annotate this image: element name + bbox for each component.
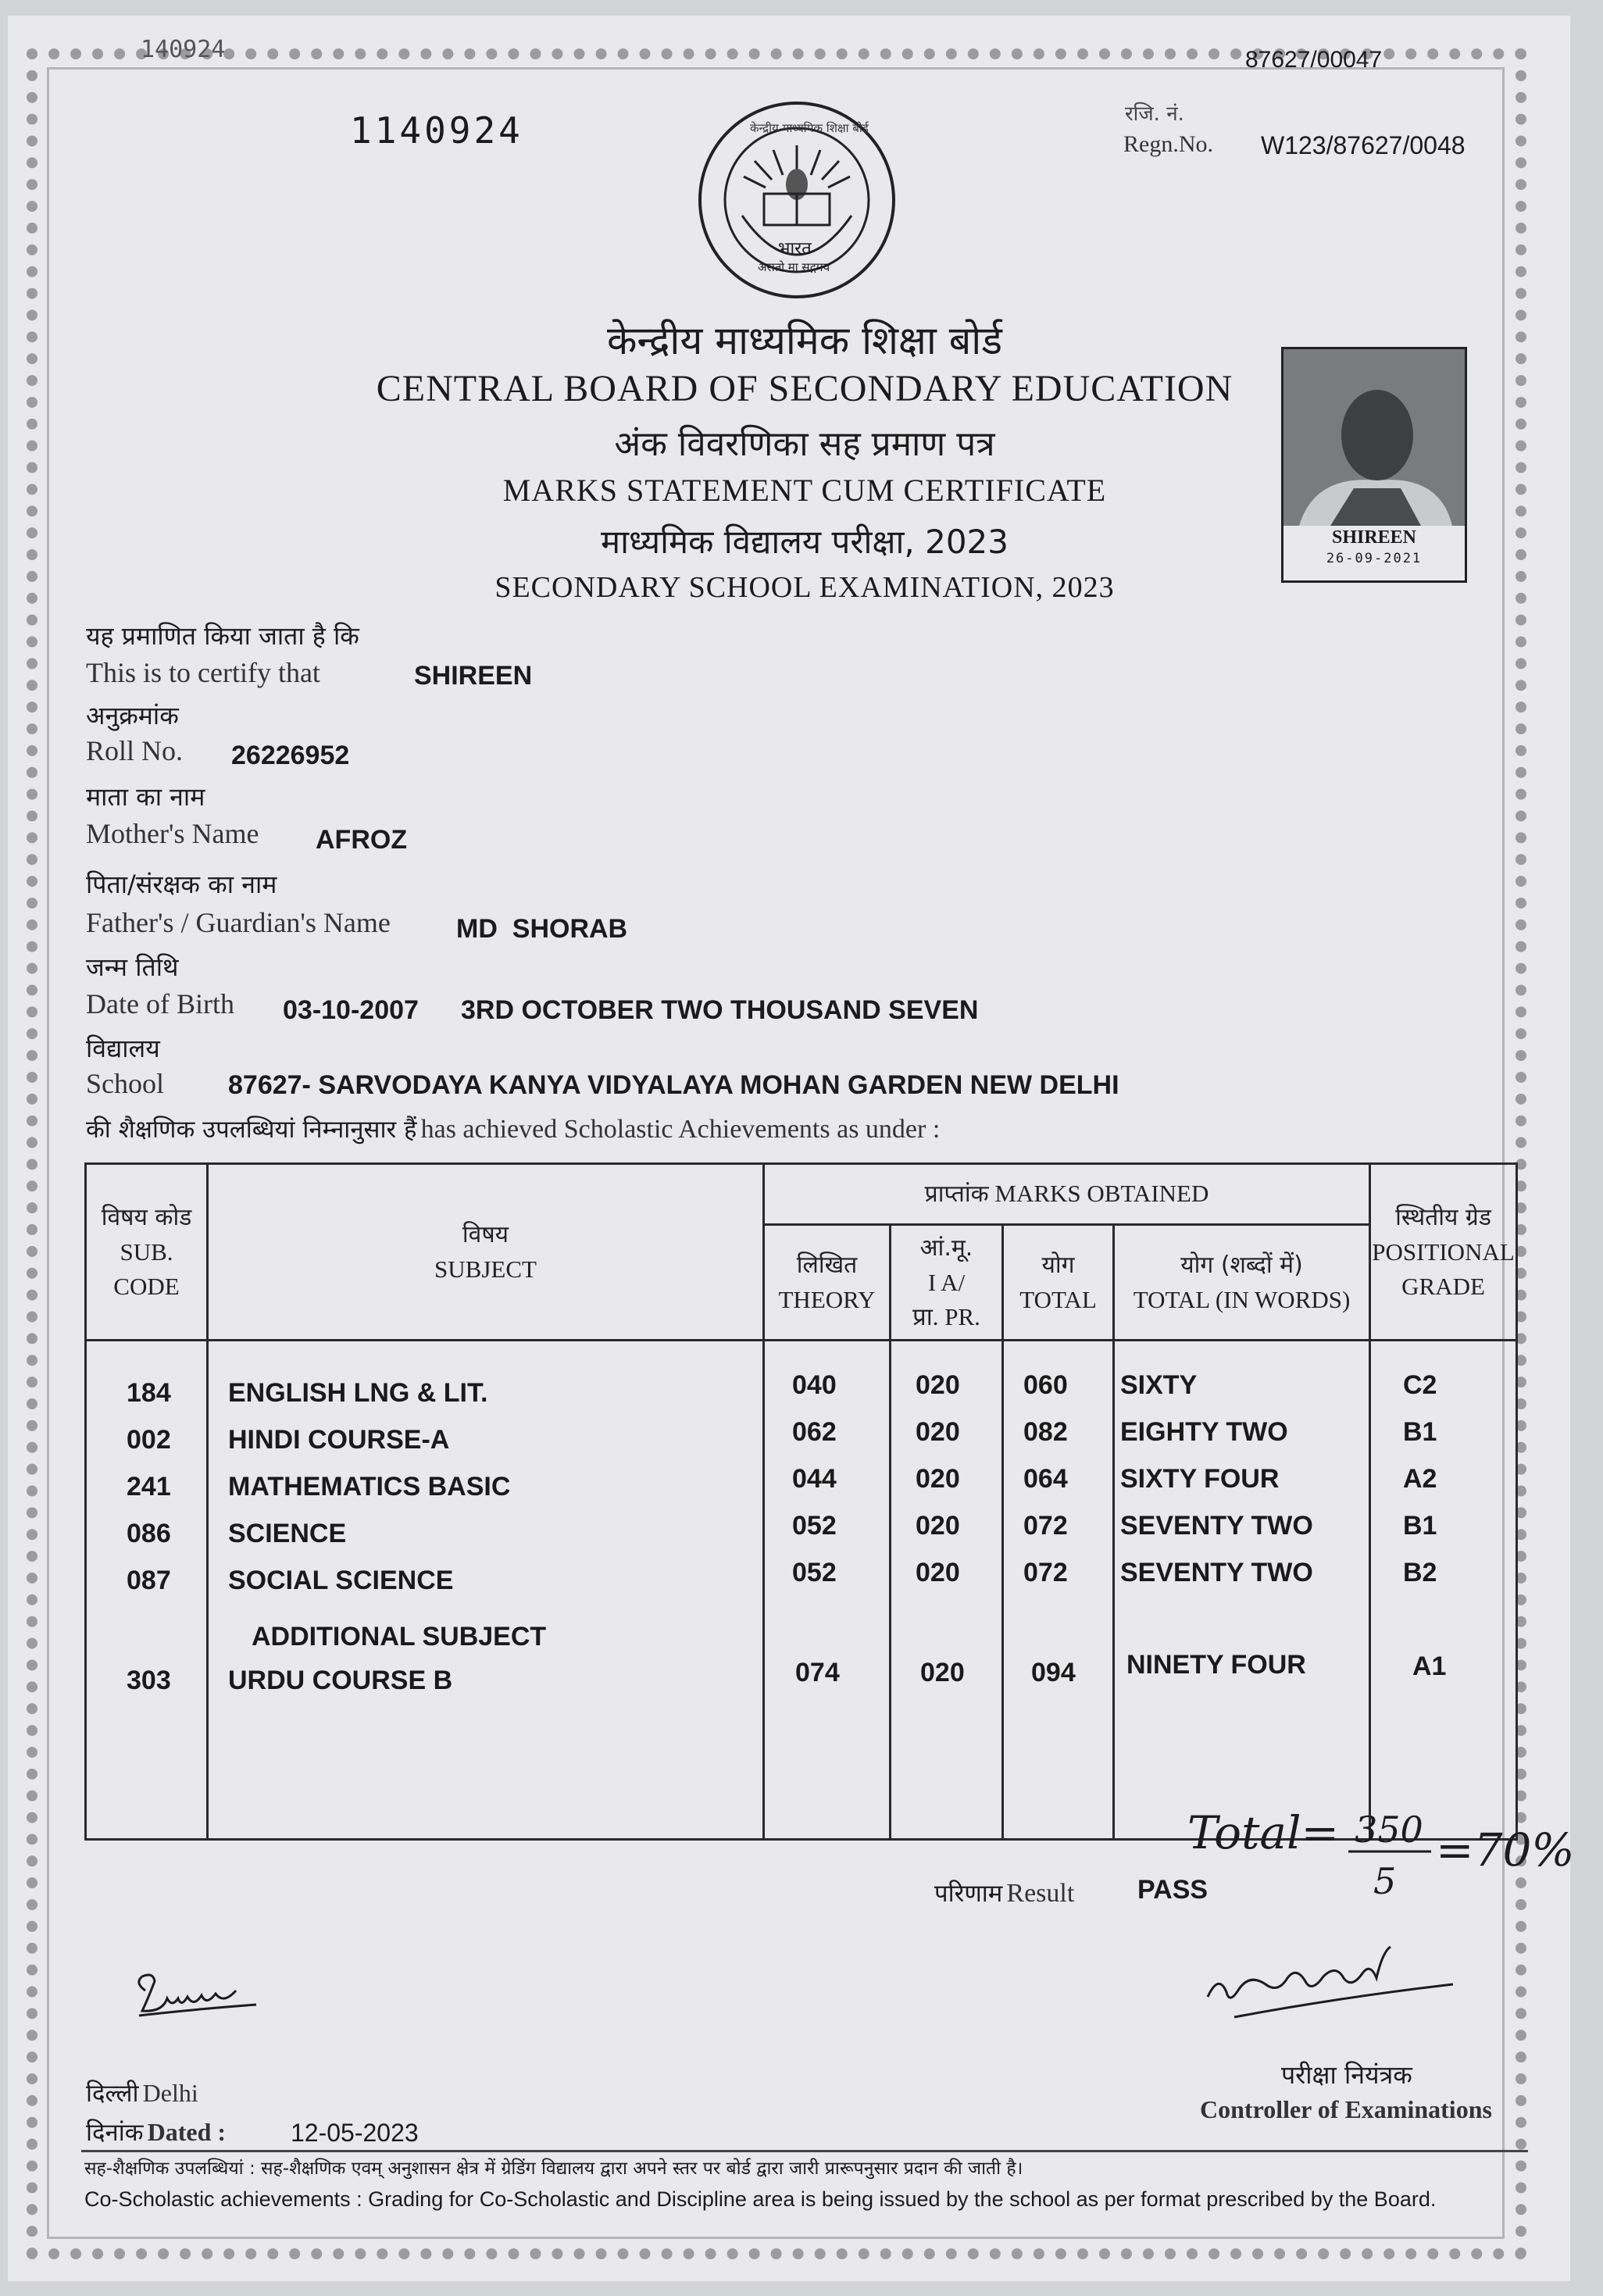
father-name: MD SHORAB	[456, 914, 628, 944]
row-total: 060	[1023, 1370, 1068, 1400]
row-theory: 040	[792, 1370, 837, 1400]
row-code: 086	[127, 1519, 171, 1548]
dob-value: 03-10-2007	[283, 995, 419, 1025]
board-name-hindi: केन्द्रीय माध्यमिक शिक्षा बोर्ड	[607, 318, 1002, 363]
mother-name: AFROZ	[316, 825, 408, 855]
result-label: Result	[1006, 1879, 1075, 1908]
student-signature	[131, 1967, 264, 2030]
result-line	[934, 1876, 1074, 1909]
serial-number: 1140924	[350, 109, 523, 152]
additional-subject-label: ADDITIONAL SUBJECT	[252, 1622, 547, 1651]
row-code: 241	[127, 1472, 171, 1502]
header-theory	[764, 1225, 891, 1341]
father-label: Father's / Guardian's Name	[86, 907, 391, 938]
additional-ia: 020	[920, 1658, 965, 1687]
roll-label-hindi: अनुक्रमांक	[86, 701, 179, 730]
row-subject: SCIENCE	[228, 1519, 347, 1548]
header-total-words	[1114, 1225, 1370, 1341]
roll-label: Roll No.	[86, 735, 184, 766]
achievements-hindi: की शैक्षणिक उपलब्धियां निम्नानुसार हैं	[86, 1116, 417, 1144]
dob-label-hindi: जन्म तिथि	[86, 952, 179, 982]
certify-label: This is to certify that	[86, 657, 320, 688]
school-label-hindi: विद्यालय	[86, 1034, 160, 1063]
exam-title-hindi: माध्यमिक विद्यालय परीक्षा, 2023	[601, 523, 1009, 561]
row-total: 072	[1023, 1558, 1068, 1587]
code-l1: SUB.	[120, 1237, 173, 1266]
row-words: SIXTY FOUR	[1120, 1464, 1280, 1494]
father-label-hindi: पिता/संरक्षक का नाम	[86, 869, 277, 899]
handwritten-total	[1184, 1801, 1575, 1911]
row-total: 082	[1023, 1417, 1068, 1447]
row-subject: SOCIAL SCIENCE	[228, 1566, 454, 1595]
words-english: TOTAL (IN WORDS)	[1133, 1285, 1351, 1313]
cbse-emblem	[695, 98, 898, 302]
row-subject: ENGLISH LNG & LIT.	[228, 1378, 488, 1408]
additional-subject: URDU COURSE B	[228, 1666, 453, 1695]
dated-label: Dated :	[147, 2118, 227, 2146]
ia-pr: प्रा. PR.	[912, 1302, 980, 1330]
top-left-fragment: 140924	[141, 36, 226, 63]
dated-hindi: दिनांक	[86, 2119, 144, 2147]
grade-l1: POSITIONAL	[1372, 1237, 1515, 1266]
regn-label-hindi: रजि. नं.	[1125, 102, 1184, 126]
svg-text:5: 5	[1373, 1860, 1397, 1902]
row-grade: B2	[1403, 1558, 1437, 1587]
row-subject: MATHEMATICS BASIC	[228, 1472, 511, 1502]
emblem-ring-text: केन्द्रीय माध्यमिक शिक्षा बोर्ड	[750, 121, 869, 135]
student-name: SHIREEN	[414, 661, 533, 691]
row-theory: 044	[792, 1464, 837, 1494]
row-words: SIXTY	[1120, 1370, 1198, 1400]
header-subject	[208, 1164, 764, 1341]
dob-words: 3RD OCTOBER TWO THOUSAND SEVEN	[461, 995, 979, 1025]
grade-l2: GRADE	[1401, 1272, 1485, 1300]
additional-words: NINETY FOUR	[1126, 1650, 1306, 1680]
controller-signature-icon	[1203, 1942, 1469, 2036]
student-signature-icon	[131, 1967, 264, 2030]
code-hindi: विषय कोड	[101, 1203, 192, 1231]
row-ia: 020	[916, 1558, 960, 1587]
mother-label-hindi: माता का नाम	[86, 782, 205, 812]
roll-number: 26226952	[231, 741, 350, 770]
achievements-english: has achieved Scholastic Achievements as under :	[420, 1115, 941, 1144]
words-hindi: योग (शब्दों में)	[1180, 1251, 1303, 1279]
regn-number: W123/87627/0048	[1261, 131, 1466, 159]
place-english: Delhi	[142, 2079, 198, 2107]
photo-name: SHIREEN	[1331, 527, 1417, 548]
achievements-line	[86, 1112, 940, 1145]
theory-english: THEORY	[778, 1285, 876, 1313]
row-subject: HINDI COURSE-A	[228, 1425, 450, 1455]
emblem-motto: असतो मा सद्गमय	[758, 260, 830, 274]
row-ia: 020	[916, 1464, 960, 1494]
header-grade	[1370, 1164, 1517, 1341]
row-code: 087	[127, 1566, 171, 1595]
row-theory: 062	[792, 1417, 837, 1447]
subject-english: SUBJECT	[434, 1255, 537, 1283]
row-words: SEVENTY TWO	[1120, 1558, 1313, 1587]
footer-note-english: Co-Scholastic achievements : Grading for Co-Scholastic and Discipline area is being issued by the school as per format prescribed by the Board.	[84, 2187, 1437, 2211]
handwritten-total-icon	[1184, 1801, 1575, 1911]
doc-title-english: MARKS STATEMENT CUM CERTIFICATE	[502, 473, 1107, 508]
total-english: TOTAL	[1019, 1285, 1097, 1313]
dated-line	[86, 2116, 226, 2148]
ia-hindi: आं.मू.	[919, 1234, 973, 1262]
additional-theory: 074	[795, 1658, 840, 1687]
row-ia: 020	[916, 1370, 960, 1400]
row-ia: 020	[916, 1417, 960, 1447]
controller-signature	[1203, 1942, 1469, 2036]
controller-hindi: परीक्षा नियंत्रक	[1281, 2060, 1412, 2090]
row-code: 002	[127, 1425, 171, 1455]
row-words: SEVENTY TWO	[1120, 1511, 1313, 1541]
total-hindi: योग	[1041, 1251, 1075, 1279]
mother-label: Mother's Name	[86, 818, 259, 849]
header-sub-code	[86, 1164, 208, 1341]
issue-date: 12-05-2023	[291, 2119, 419, 2147]
svg-text:350: 350	[1355, 1809, 1423, 1851]
header-marks-obtained	[764, 1164, 1370, 1225]
school-label: School	[86, 1068, 165, 1099]
doc-title-hindi: अंक विवरणिका सह प्रमाण पत्र	[614, 424, 995, 464]
exam-title-english: SECONDARY SCHOOL EXAMINATION, 2023	[494, 571, 1115, 604]
marks-hindi: प्राप्तांक	[924, 1180, 989, 1208]
row-total: 064	[1023, 1464, 1068, 1494]
svg-text:Total=: Total=	[1187, 1806, 1340, 1859]
header-ia	[891, 1225, 1003, 1341]
additional-code: 303	[127, 1666, 171, 1695]
place-line	[86, 2076, 198, 2109]
footer-note-hindi: सह-शैक्षणिक उपलब्धियां : सह-शैक्षणिक एवम् अनुशासन क्षेत्र में ग्रेडिंग विद्यालय द्वारा अपने स्तर पर बोर्ड द्वारा जारी प्रारूपनुसार प्रदान की जाती है।	[84, 2159, 1023, 2179]
row-grade: B1	[1403, 1417, 1437, 1447]
regn-label: Regn.No.	[1123, 131, 1213, 157]
result-label-hindi: परिणाम	[934, 1880, 1003, 1908]
row-ia: 020	[916, 1511, 960, 1541]
top-ref-number: 87627/00047	[1245, 47, 1383, 73]
result-value: PASS	[1137, 1875, 1208, 1905]
row-theory: 052	[792, 1558, 837, 1587]
row-code: 184	[127, 1378, 171, 1408]
theory-hindi: लिखित	[796, 1251, 858, 1279]
row-theory: 052	[792, 1511, 837, 1541]
row-words: EIGHTY TWO	[1120, 1417, 1288, 1447]
emblem-inner-text: भारत	[778, 239, 812, 259]
additional-total: 094	[1031, 1658, 1076, 1687]
board-name-english: CENTRAL BOARD OF SECONDARY EDUCATION	[376, 368, 1233, 409]
header-total	[1003, 1225, 1114, 1341]
row-grade: B1	[1403, 1511, 1437, 1541]
additional-grade: A1	[1412, 1651, 1447, 1681]
row-grade: A2	[1403, 1464, 1437, 1494]
grade-hindi: स्थितीय ग्रेड	[1395, 1203, 1491, 1231]
subject-hindi: विषय	[462, 1220, 509, 1248]
svg-text:=70%: =70%	[1436, 1823, 1575, 1876]
footer-divider	[81, 2150, 1528, 2152]
row-grade: C2	[1403, 1370, 1437, 1400]
marks-english: MARKS OBTAINED	[994, 1180, 1209, 1207]
code-l2: CODE	[113, 1272, 180, 1300]
school-name: 87627- SARVODAYA KANYA VIDYALAYA MOHAN GARDEN NEW DELHI	[228, 1070, 1119, 1100]
row-total: 072	[1023, 1511, 1068, 1541]
ia-english: I A/	[927, 1268, 966, 1296]
dob-label: Date of Birth	[86, 988, 234, 1019]
certify-label-hindi: यह प्रमाणित किया जाता है कि	[86, 621, 359, 651]
photo-date: 26-09-2021	[1326, 551, 1423, 566]
controller-english: Controller of Examinations	[1200, 2095, 1492, 2123]
place-hindi: दिल्ली	[86, 2080, 139, 2108]
